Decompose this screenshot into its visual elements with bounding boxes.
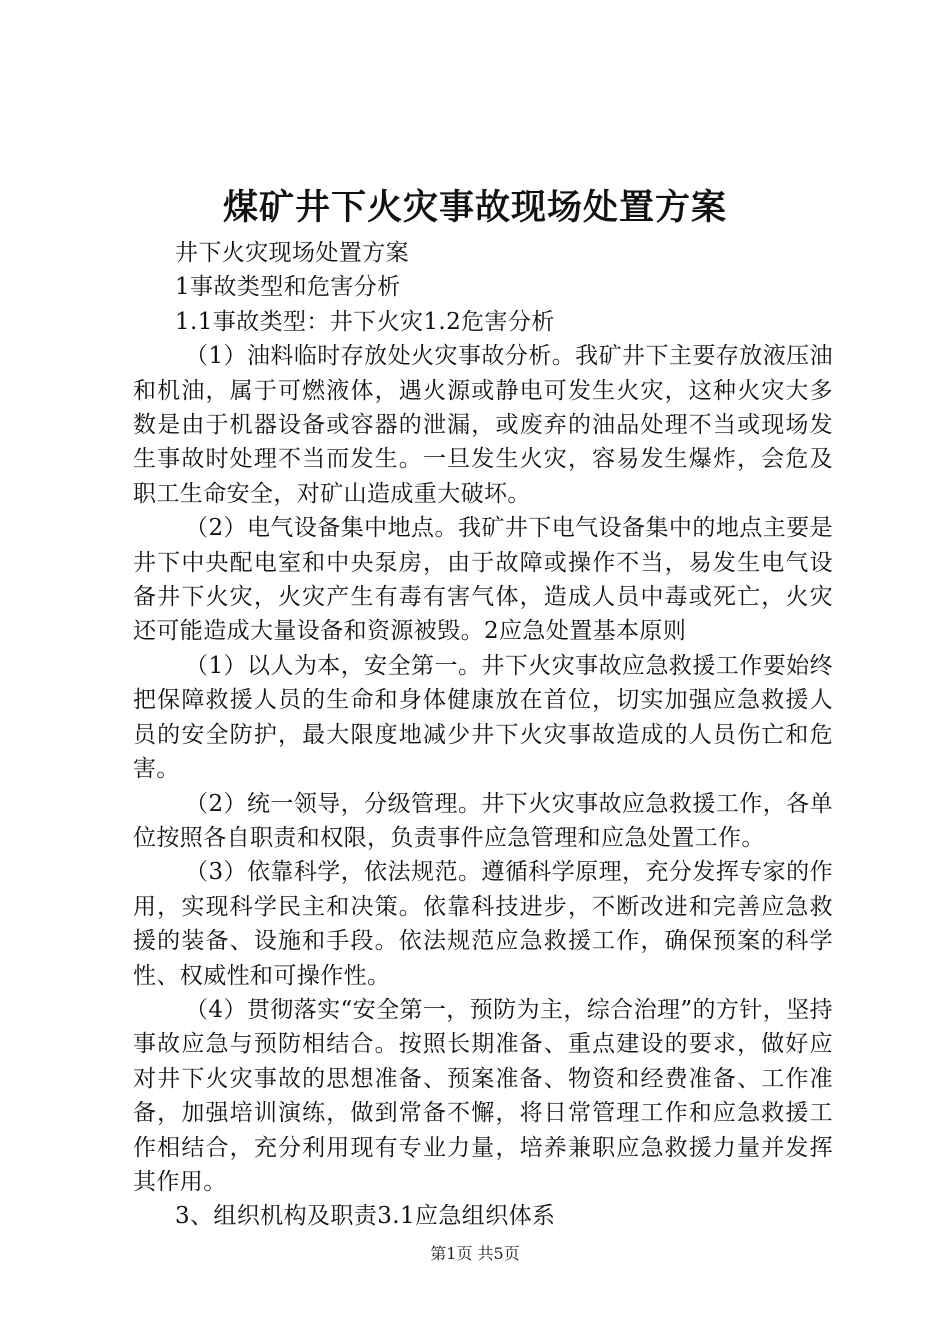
- body-paragraph: （4）贯彻落实“安全第一，预防为主，综合治理”的方针，坚持事故应急与预防相结合。按照长期准备、重点建设的要求，做好应对井下火灾事故的思想准备、预案准备、物资和经费准备、工作准备，加强培训演练，做到常备不懈，将日常管理工作和应急救援工作相结合，充分利用现有专业力量，培养兼职应急救援力量并发挥其作用。: [133, 996, 833, 1195]
- section-heading: 1.1事故类型：井下火灾1.2危害分析: [175, 308, 555, 335]
- document-body: [133, 236, 833, 1234]
- body-paragraph: （3）依靠科学，依法规范。遵循科学原理，充分发挥专家的作用，实现科学民主和决策。依靠科技进步，不断改进和完善应急救援的装备、设施和手段。依法规范应急救援工作，确保预案的科学性、权威性和可操作性。: [133, 859, 833, 989]
- section-heading: 3、组织机构及职责3.1应急组织体系: [175, 1203, 556, 1230]
- document-title: 煤矿井下火灾事故现场处置方案: [222, 187, 727, 228]
- body-paragraph: （2）统一领导，分级管理。井下火灾事故应急救援工作，各单位按照各自职责和权限，负责事件应急管理和应急处置工作。: [133, 790, 833, 851]
- body-paragraph: （2）电气设备集中地点。我矿井下电气设备集中的地点主要是井下中央配电室和中央泵房，由于故障或操作不当，易发生电气设备井下火灾，火灾产生有毒有害气体，造成人员中毒或死亡，火灾还可能造成大量设备和资源被毁。2应急处置基本原则: [133, 515, 833, 645]
- body-paragraph: （1）油料临时存放处火灾事故分析。我矿井下主要存放液压油和机油，属于可燃液体，遇火源或静电可发生火灾，这种火灾大多数是由于机器设备或容器的泄漏，或废弃的油品处理不当或现场发生事故时处理不当而发生。一旦发生火灾，容易发生爆炸，会危及职工生命安全，对矿山造成重大破坏。: [133, 343, 833, 507]
- section-heading: 1事故类型和危害分析: [175, 274, 401, 301]
- page-footer: 第1页 共5页: [430, 1244, 520, 1263]
- body-paragraph: （1）以人为本，安全第一。井下火灾事故应急救援工作要始终把保障救援人员的生命和身体健康放在首位，切实加强应急救援人员的安全防护，最大限度地减少井下火灾事故造成的人员伤亡和危害。: [133, 652, 833, 783]
- section-heading: 井下火灾现场处置方案: [175, 240, 409, 266]
